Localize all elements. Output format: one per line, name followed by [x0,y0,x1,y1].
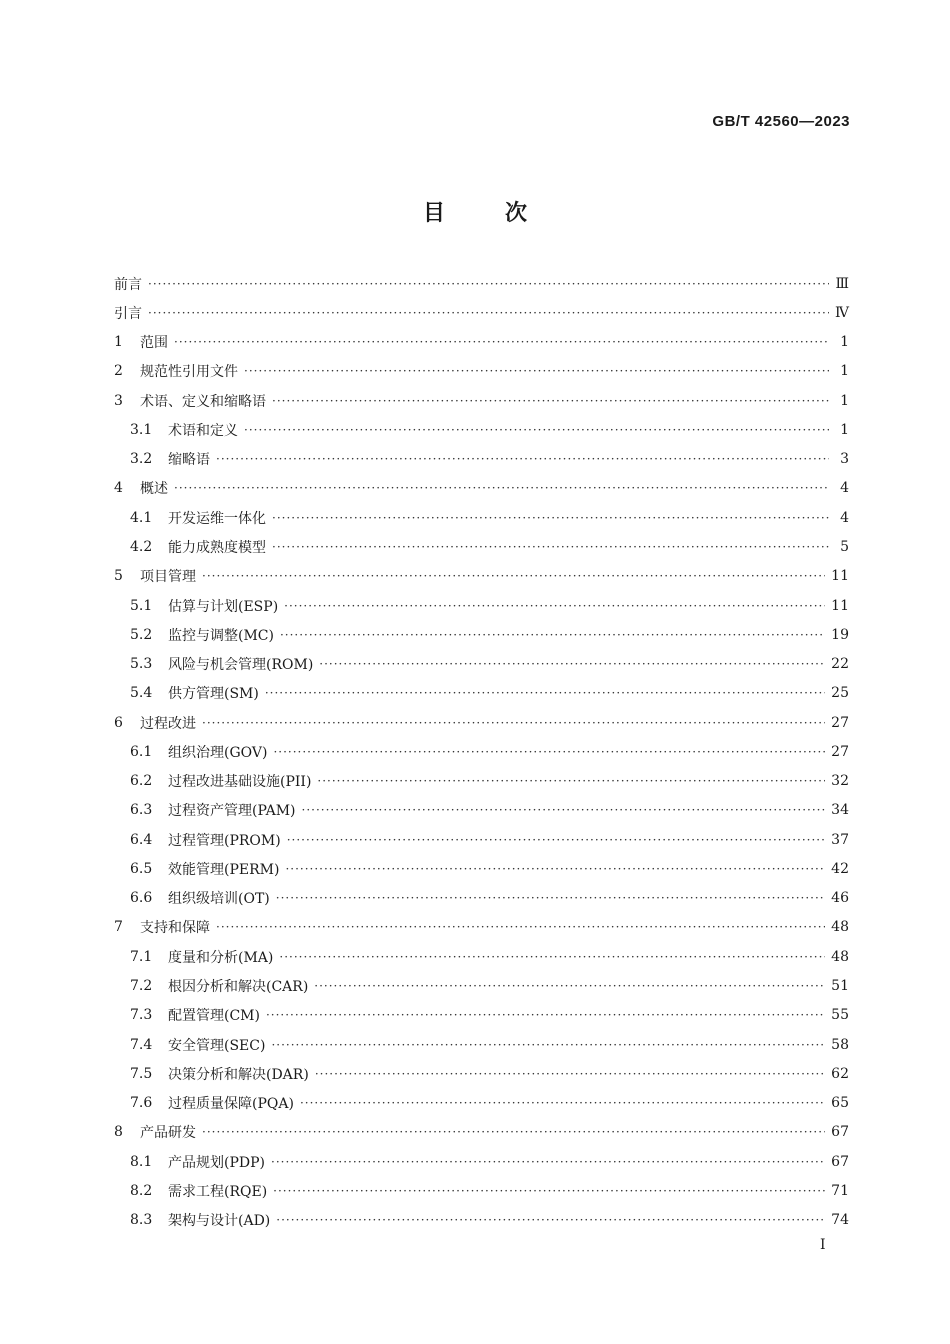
toc-entry-label: 术语、定义和缩略语 [140,393,266,410]
toc-leader-dots [202,1125,825,1139]
toc-entry-number: 8.1 [130,1153,153,1170]
toc-entry-number: 7.2 [130,978,153,994]
toc-entry[interactable] [114,1118,849,1147]
toc-leader-dots [174,335,829,349]
toc-entry-page: 48 [831,919,849,936]
toc-entry-label: 估算与计划(ESP) [168,598,279,615]
toc-entry[interactable] [114,503,849,532]
toc-entry-number: 8.2 [130,1182,153,1199]
toc-entry-number: 6.1 [130,743,153,760]
toc-entry[interactable] [114,591,849,620]
toc-entry-page: 22 [831,656,849,673]
toc-entry-label: 供方管理(SM) [168,686,259,703]
toc-entry[interactable] [114,1147,849,1176]
toc-entry-label: 过程改进基础设施(PII) [168,774,312,791]
toc-entry-page: 32 [831,773,849,790]
toc-entry-label: 根因分析和解决(CAR) [168,979,309,995]
toc-entry-number: 5.4 [130,685,153,702]
toc-entry-page: 1 [840,392,849,409]
toc-entry-number: 7.1 [130,948,153,965]
toc-leader-dots [284,599,825,613]
toc-entry-page: 34 [831,802,849,819]
toc-entry-label: 过程质量保障(PQA) [168,1096,294,1113]
toc-entry-number: 5.1 [130,597,153,614]
toc-entry-label: 安全管理(SEC) [168,1037,266,1054]
toc-leader-dots [148,306,829,320]
toc-entry-label: 范围 [140,335,168,352]
toc-leader-dots [148,277,829,291]
toc-entry-page: 3 [840,451,849,468]
toc-leader-dots [276,1213,825,1227]
toc-entry-number: 7.6 [130,1095,153,1112]
toc-entry-label: 决策分析和解决(DAR) [168,1066,309,1083]
toc-entry-number: 7.4 [130,1036,153,1053]
toc-entry-label: 引言 [114,305,142,322]
toc-entry-number: 6 [114,714,123,731]
toc-entry-page: 65 [831,1095,849,1112]
toc-entry[interactable] [114,854,849,883]
toc-leader-dots [315,1067,825,1081]
toc-entry-number: 7.5 [130,1065,153,1082]
toc-leader-dots [273,1184,825,1198]
toc-entry-page: 67 [831,1153,849,1170]
toc-leader-dots [272,511,829,525]
toc-entry[interactable] [114,562,849,591]
toc-entry[interactable] [114,767,849,796]
toc-entry[interactable] [114,415,849,444]
toc-entry-number: 6.2 [130,773,153,790]
toc-leader-dots [174,481,829,495]
toc-entry-page: 25 [831,685,849,702]
toc-entry[interactable] [114,1206,849,1235]
toc-entry-page: 55 [831,1007,849,1024]
toc-entry-number: 4 [114,480,123,497]
toc-entry-page: 11 [831,597,849,614]
toc-entry-label: 支持和保障 [140,920,210,937]
toc-entry-page: 4 [840,480,849,497]
toc-entry-number: 3.2 [130,451,153,468]
toc-entry-page: 62 [831,1065,849,1082]
toc-leader-dots [302,803,826,817]
toc-entry-label: 产品规划(PDP) [168,1154,265,1171]
toc-entry-label: 度量和分析(MA) [168,949,274,966]
toc-entry[interactable] [114,532,849,561]
toc-leader-dots [276,891,825,905]
toc-entry-page: Ⅳ [835,304,849,321]
toc-entry-label: 过程改进 [140,715,196,732]
toc-entry-number: 1 [114,334,123,351]
toc-entry-page: 1 [840,334,849,351]
toc-leader-dots [272,540,829,554]
toc-leader-dots [314,979,825,993]
toc-entry-page: 27 [831,714,849,731]
toc-entry-page: 51 [831,978,849,994]
toc-entry[interactable] [114,298,849,327]
toc-entry-number: 3 [114,392,123,409]
toc-entry-page: 1 [840,421,849,438]
toc-leader-dots [202,569,825,583]
toc-leader-dots [280,628,825,642]
toc-entry[interactable] [114,708,849,737]
toc-entry-label: 概述 [140,481,168,498]
toc-entry-page: 4 [840,509,849,526]
toc-leader-dots [216,920,825,934]
toc-entry[interactable] [114,474,849,503]
table-of-contents [114,269,849,1235]
toc-leader-dots [271,1155,825,1169]
toc-entry-page: 27 [831,743,849,760]
toc-entry[interactable] [114,1176,849,1205]
toc-entry-number: 4.2 [130,539,153,556]
toc-entry[interactable] [114,445,849,474]
toc-entry-page: 74 [831,1212,849,1229]
toc-leader-dots [202,716,825,730]
toc-entry[interactable] [114,386,849,415]
toc-leader-dots [279,950,825,964]
toc-entry-label: 过程资产管理(PAM) [168,803,296,820]
toc-entry-page: 37 [831,831,849,848]
toc-leader-dots [265,686,825,700]
toc-entry[interactable] [114,679,849,708]
toc-leader-dots [216,452,829,466]
toc-entry-page: 42 [831,860,849,877]
toc-entry[interactable] [114,1030,849,1059]
toc-leader-dots [271,1038,825,1052]
toc-entry-label: 组织治理(GOV) [168,744,268,761]
toc-entry[interactable] [114,825,849,854]
toc-entry-label: 规范性引用文件 [140,364,238,381]
page-title [0,196,950,227]
toc-entry-number: 5.3 [130,656,153,673]
toc-entry-page: 19 [831,626,849,643]
toc-entry-page: 71 [831,1182,849,1199]
toc-leader-dots [287,833,825,847]
toc-entry[interactable] [114,737,849,766]
toc-entry-label: 监控与调整(MC) [168,627,274,644]
toc-entry[interactable] [114,796,849,825]
toc-entry[interactable] [114,620,849,649]
toc-entry-number: 4.1 [130,509,153,526]
toc-entry-label: 项目管理 [140,569,196,586]
toc-entry-label: 风险与机会管理(ROM) [168,657,314,674]
toc-entry-label: 需求工程(RQE) [168,1183,268,1200]
toc-entry-page: 1 [840,363,849,380]
toc-entry[interactable] [114,884,849,913]
toc-leader-dots [272,394,829,408]
toc-entry-label: 前言 [114,276,142,293]
toc-entry-page: 5 [840,539,849,556]
toc-leader-dots [244,423,829,437]
toc-entry-number: 6.5 [130,860,153,877]
toc-entry-label: 开发运维一体化 [168,510,266,527]
toc-entry-page: 48 [831,948,849,965]
toc-entry-number: 6.6 [130,890,153,907]
toc-leader-dots [319,657,825,671]
toc-entry-number: 5 [114,568,123,585]
toc-entry[interactable] [114,357,849,386]
toc-entry-number: 6.4 [130,831,153,848]
toc-leader-dots [266,1008,825,1022]
toc-entry-number: 7 [114,919,123,936]
toc-entry[interactable] [114,269,849,298]
toc-entry[interactable] [114,1001,849,1030]
title-char-1: 目 [422,201,445,226]
toc-entry-label: 架构与设计(AD) [168,1213,271,1230]
toc-entry-page: Ⅲ [835,275,849,292]
toc-leader-dots [285,862,825,876]
toc-entry-number: 7.3 [130,1007,153,1024]
toc-leader-dots [300,1096,825,1110]
toc-entry[interactable] [114,1088,849,1117]
toc-entry[interactable] [114,328,849,357]
toc-entry-number: 6.3 [130,802,153,819]
toc-entry-label: 术语和定义 [168,422,238,439]
toc-leader-dots [244,364,829,378]
toc-entry-number: 5.2 [130,626,153,643]
toc-entry-page: 11 [831,568,849,585]
toc-entry-page: 46 [831,890,849,907]
toc-entry[interactable] [114,971,849,1000]
page-number: I [820,1237,826,1253]
toc-entry-number: 3.1 [130,421,153,438]
toc-entry-label: 组织级培训(OT) [168,891,270,908]
toc-entry-label: 配置管理(CM) [168,1008,260,1025]
toc-leader-dots [273,745,825,759]
toc-entry-label: 产品研发 [140,1125,196,1142]
toc-entry-number: 2 [114,363,123,380]
title-char-2: 次 [505,201,528,226]
toc-entry[interactable] [114,1059,849,1088]
standard-code: GB/T 42560—2023 [712,113,850,130]
toc-entry-label: 过程管理(PROM) [168,832,281,849]
toc-entry-label: 效能管理(PERM) [168,861,280,878]
toc-entry-label: 缩略语 [168,452,210,469]
toc-entry[interactable] [114,942,849,971]
toc-entry[interactable] [114,649,849,678]
toc-entry-label: 能力成熟度模型 [168,540,266,557]
toc-leader-dots [317,774,825,788]
toc-entry[interactable] [114,913,849,942]
toc-entry-number: 8.3 [130,1212,153,1229]
toc-entry-page: 67 [831,1124,849,1141]
toc-entry-number: 8 [114,1124,123,1141]
toc-entry-page: 58 [831,1036,849,1053]
